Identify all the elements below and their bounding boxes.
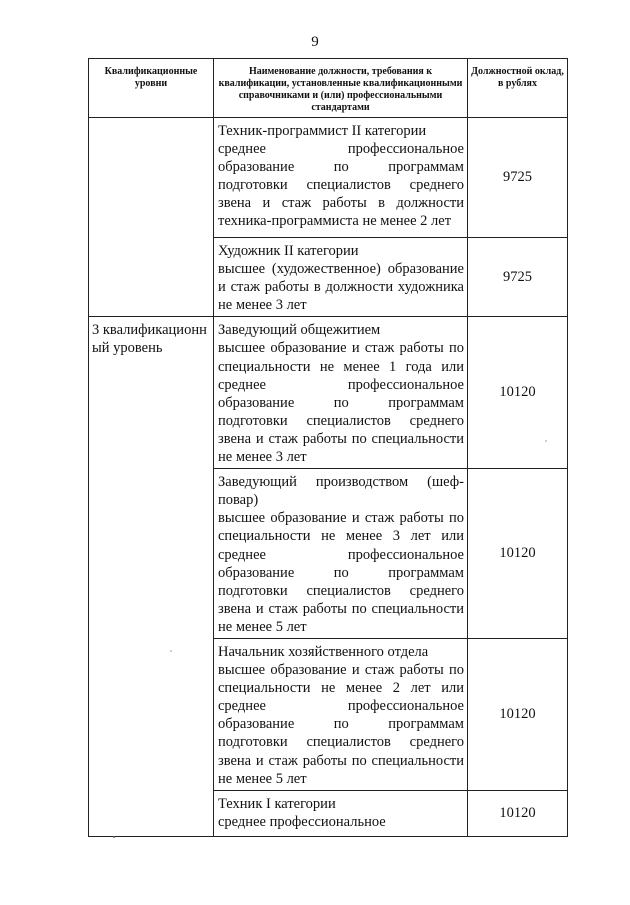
salary-cell: 9725 (468, 238, 568, 317)
salary-cell: 9725 (468, 118, 568, 238)
position-requirements: высшее (художественное) образование и стаж работы в должности художника не менее 3 лет (218, 261, 464, 314)
position-title: Техник-программист II категории (218, 123, 427, 139)
position-cell (214, 118, 468, 238)
position-requirements: высшее образование и стаж работы по специальности не менее 3 лет или среднее профессиональное образование по программам подготовки специалистов среднего звена и стаж работы по специальности не менее 5 лет (218, 510, 464, 635)
scan-speck (170, 650, 172, 652)
position-title: Заведующий общежитием (218, 322, 381, 339)
salary-cell: 10120 (468, 638, 568, 790)
position-title: Техник I категории (218, 795, 336, 812)
position-requirements: высшее образование и стаж работы по специальности не менее 2 лет или среднее профессиональное образование по программам подготовки специалистов среднего звена и стаж работы по специальности не менее 5 лет (218, 662, 464, 787)
salary-table (88, 58, 568, 837)
scan-speck (113, 836, 115, 838)
salary-cell: 10120 (468, 469, 568, 639)
table-header-row (89, 59, 568, 118)
position-cell (214, 317, 468, 469)
position-cell (214, 238, 468, 317)
salary-cell: 10120 (468, 317, 568, 469)
header-qualification-levels: Квалификационные уровни (89, 59, 214, 118)
qualification-level-cell (89, 118, 214, 317)
salary-cell: 10120 (468, 790, 568, 836)
position-requirements: высшее образование и стаж работы по специальности не менее 1 года или среднее профессиональное образование по программам подготовки специалистов среднего звена и стаж работы по специальности не менее 3 лет (218, 340, 464, 466)
position-cell (214, 638, 468, 790)
scan-speck (545, 440, 547, 442)
header-position-requirements: Наименование должности, требования к квалификации, установленные квалификационными справочниками и (или) профессиональными стандартами (214, 59, 468, 118)
page-number: 9 (311, 34, 319, 50)
position-title: Заведующий производством (шеф-повар) (218, 474, 464, 509)
position-title: Начальник хозяйственного отдела (218, 643, 429, 660)
table-row (89, 118, 568, 238)
table-row (89, 317, 568, 469)
position-requirements: среднее профессиональное (218, 813, 386, 830)
position-title: Художник II категории (218, 243, 359, 259)
position-cell (214, 469, 468, 639)
position-cell (214, 790, 468, 836)
header-salary: Должностной оклад, в рублях (468, 59, 568, 118)
position-requirements: среднее профессиональное образование по программам подготовки специалистов среднего звена и стаж работы в должности техника-программиста не менее 2 лет (218, 141, 464, 230)
qualification-level-cell: 3 квалификационн ый уровень (89, 317, 214, 836)
